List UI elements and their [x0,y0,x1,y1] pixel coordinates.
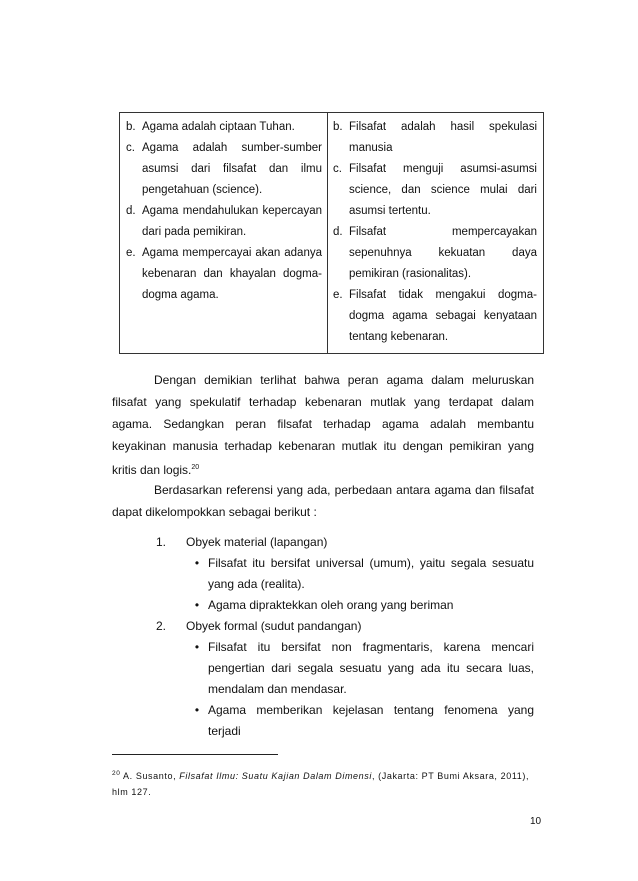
paragraph-text: Berdasarkan referensi yang ada, perbedaan antara agama dan filsafat dapat dikelompokkan sebagai berikut : [112,483,534,519]
item-marker: e. [126,247,136,259]
bullet-icon: • [194,556,200,570]
item-text: Filsafat mempercayakan sepenuhnya kekuatan daya pemikiran (rasionalitas). [349,226,537,280]
item-marker: c. [333,163,342,175]
table-item [126,117,322,138]
item-marker: e. [333,289,343,301]
item-text: Filsafat adalah hasil spekulasi manusia [349,121,537,154]
footnote-author: A. Susanto, [123,771,180,781]
item-marker: c. [126,142,135,154]
bullet-icon: • [194,703,200,717]
table-item [126,201,322,243]
table-column-agama [126,117,322,306]
table-item [333,285,537,348]
bullet-item [186,553,534,595]
table-item [333,159,537,222]
footnote [112,766,542,800]
paragraph-text: Dengan demikian terlihat bahwa peran agama dalam meluruskan filsafat yang spekulatif terhadap kebenaran mutlak yang terdapat dalam agama. Sedangkan peran filsafat terhadap agama adalah membantu keyakinan manusia terhadap kebenaran mutlak itu dengan pemikiran yang kritis dan logis. [112,373,534,477]
table-item [126,243,322,306]
item-text: Filsafat menguji asumsi-asumsi science, dan science mulai dari asumsi tertentu. [349,163,537,217]
bullet-text: Agama dipraktekkan oleh orang yang beriman [208,598,454,612]
item-text: Agama adalah ciptaan Tuhan. [142,121,295,133]
table-item [333,117,537,159]
bullet-icon: • [194,640,200,654]
item-marker: b. [333,121,343,133]
item-number: 1. [156,535,167,549]
comparison-table [119,112,544,354]
table-column-divider [327,113,328,353]
item-text: Agama mendahulukan kepercayan dari pada pemikiran. [142,205,322,238]
item-text: Agama adalah sumber-sumber asumsi dari filsafat dan ilmu pengetahuan (science). [142,142,322,196]
item-marker: b. [126,121,136,133]
item-marker: d. [333,226,343,238]
footnote-title: Filsafat Ilmu: Suatu Kajian Dalam Dimensi [179,771,372,781]
item-number: 2. [156,619,167,633]
paragraph-1 [112,369,534,481]
item-text: Filsafat tidak mengakui dogma-dogma agama sebagai kenyataan tentang kebenaran. [349,289,537,343]
item-label: Obyek material (lapangan) [186,535,328,549]
bullet-text: Filsafat itu bersifat non fragmentaris, karena mencari pengertian dari segala sesuatu yang ada itu secara luas, mendalam dan mendasar. [208,640,534,696]
numbered-item [156,616,534,637]
item-text: Agama mempercayai akan adanya kebenaran dan khayalan dogma-dogma agama. [142,247,322,301]
table-item [126,138,322,201]
footnote-citation: , (Jakarta: PT Bumi Aksara, 2011), hlm 127. [112,771,530,797]
item-label: Obyek formal (sudut pandangan) [186,619,362,633]
difference-list [112,532,534,742]
bullet-text: Agama memberikan kejelasan tentang fenomena yang terjadi [208,703,534,738]
table-item [333,222,537,285]
bullet-item [186,637,534,700]
footnote-separator [112,754,278,755]
page-number: 10 [530,816,542,827]
table-column-filsafat [333,117,537,348]
bullet-text: Filsafat itu bersifat universal (umum), yaitu segala sesuatu yang ada (realita). [208,556,534,591]
bullet-item [186,700,534,742]
footnote-number: 20 [112,770,121,777]
paragraph-2 [112,479,534,523]
footnote-reference: 20 [191,464,200,471]
bullet-icon: • [194,598,200,612]
numbered-item [156,532,534,553]
bullet-item [186,595,534,616]
item-marker: d. [126,205,136,217]
